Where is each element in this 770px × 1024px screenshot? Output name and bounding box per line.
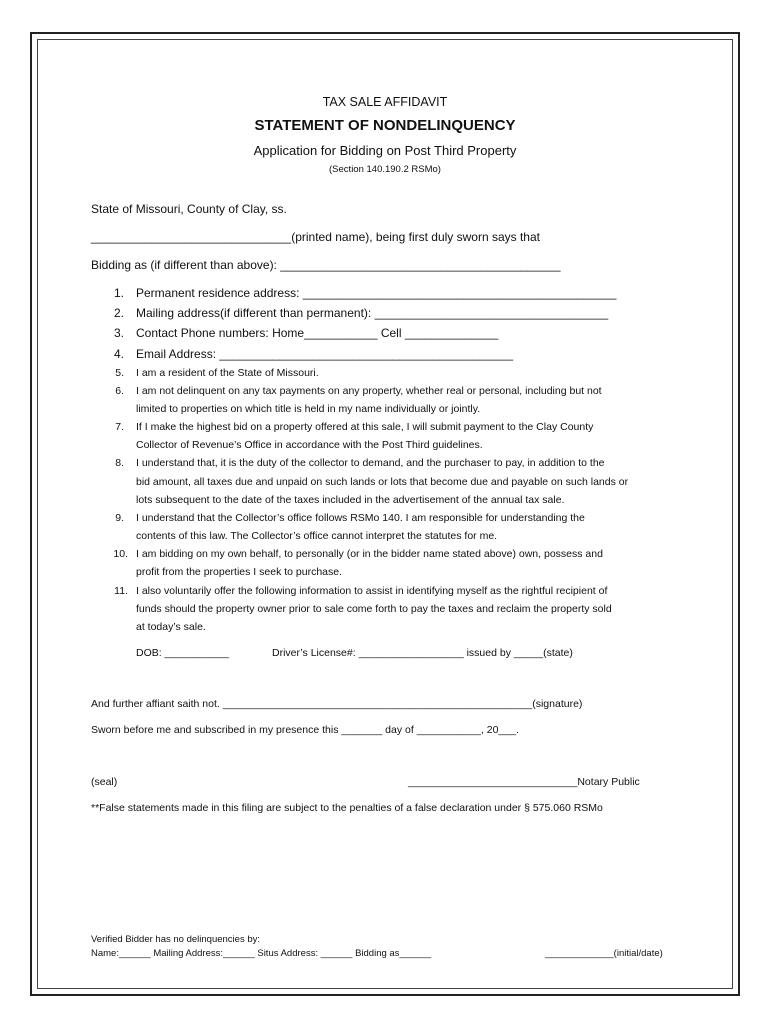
statement-text: I am bidding on my own behalf, to personally (or in the bidder name stated above) own, possess and: [136, 548, 603, 560]
statement-text: I understand that the Collector’s office follows RSMo 140. I am responsible for understanding the: [136, 512, 585, 524]
verified-bidder-label: Verified Bidder has no delinquencies by:: [91, 934, 261, 945]
statute-reference: (Section 140.190.2 RSMo): [329, 164, 441, 175]
seal-label: (seal): [91, 776, 118, 788]
item-number: 1.: [113, 286, 124, 300]
item-number: 9.: [115, 512, 124, 524]
printed-name-line: ______________________________(printed name), being first duly sworn says that: [91, 230, 540, 244]
form-subtitle: Application for Bidding on Post Third Property: [253, 143, 517, 158]
statement-text: lots subsequent to the date of the taxes included in the advertisement of the annual tax sale.: [136, 494, 565, 506]
initial-date-field: _____________(initial/date): [545, 948, 663, 959]
dob-field: DOB: ___________: [136, 647, 229, 659]
item-number: 2.: [113, 306, 124, 320]
form-label: TAX SALE AFFIDAVIT: [322, 95, 448, 109]
item-number: 3.: [113, 326, 124, 340]
phone-numbers-line: Contact Phone numbers: Home___________ Cell ______________: [136, 326, 499, 340]
item-number: 10.: [113, 548, 128, 560]
sworn-statement-line: Sworn before me and subscribed in my presence this _______ day of ___________, 20___.: [91, 724, 519, 736]
form-title: STATEMENT OF NONDELINQUENCY: [254, 117, 516, 134]
drivers-license-field: Driver’s License#: __________________ issued by _____(state): [272, 647, 573, 659]
item-number: 11.: [114, 585, 128, 597]
statement-text: limited to properties on which title is held in my name individually or jointly.: [136, 403, 481, 415]
statement-text: bid amount, all taxes due and unpaid on such lands or lots that become due and payable on such lands or: [136, 476, 629, 488]
bidding-as-line: Bidding as (if different than above): __________________________________________: [91, 258, 561, 272]
statement-text: Collector of Revenue’s Office in accordance with the Post Third guidelines.: [136, 439, 483, 451]
item-number: 6.: [115, 385, 124, 397]
statement-text: If I make the highest bid on a property offered at this sale, I will submit payment to the Clay County: [136, 421, 594, 433]
statement-text: funds should the property owner prior to sale come forth to pay the taxes and reclaim the property sold: [136, 603, 612, 615]
statement-text: I also voluntarily offer the following information to assist in identifying myself as the rightful recipient of: [136, 585, 608, 597]
statement-text: at today’s sale.: [136, 621, 206, 633]
email-address-line: Email Address: ____________________________________________: [136, 347, 514, 361]
false-statements-notice: **False statements made in this filing are subject to the penalties of a false declaration under § 575.060 RSMo: [91, 802, 603, 814]
statement-text: I am not delinquent on any tax payments on any property, whether real or personal, including but not: [136, 385, 602, 397]
statement-text: I am a resident of the State of Missouri.: [136, 367, 319, 379]
statement-text: profit from the properties I seek to purchase.: [136, 566, 343, 578]
residence-address-line: Permanent residence address: _______________________________________________: [136, 286, 617, 300]
item-number: 8.: [115, 457, 124, 469]
statement-text: contents of this law. The Collector’s office cannot interpret the statutes for me.: [136, 530, 498, 542]
state-county-line: State of Missouri, County of Clay, ss.: [91, 202, 287, 216]
mailing-address-line: Mailing address(if different than permanent): ___________________________________: [136, 306, 609, 320]
item-number: 4.: [113, 347, 124, 361]
verification-fields: Name:______ Mailing Address:______ Situs Address: ______ Bidding as______: [91, 948, 432, 959]
notary-public-line: _____________________________Notary Public: [408, 776, 640, 788]
statement-text: I understand that, it is the duty of the collector to demand, and the purchaser to pay, in addition to the: [136, 457, 605, 469]
affiant-signature-line: And further affiant saith not. _____________________________________________________(signature): [91, 698, 583, 710]
item-number: 5.: [115, 367, 124, 379]
item-number: 7.: [115, 421, 124, 433]
